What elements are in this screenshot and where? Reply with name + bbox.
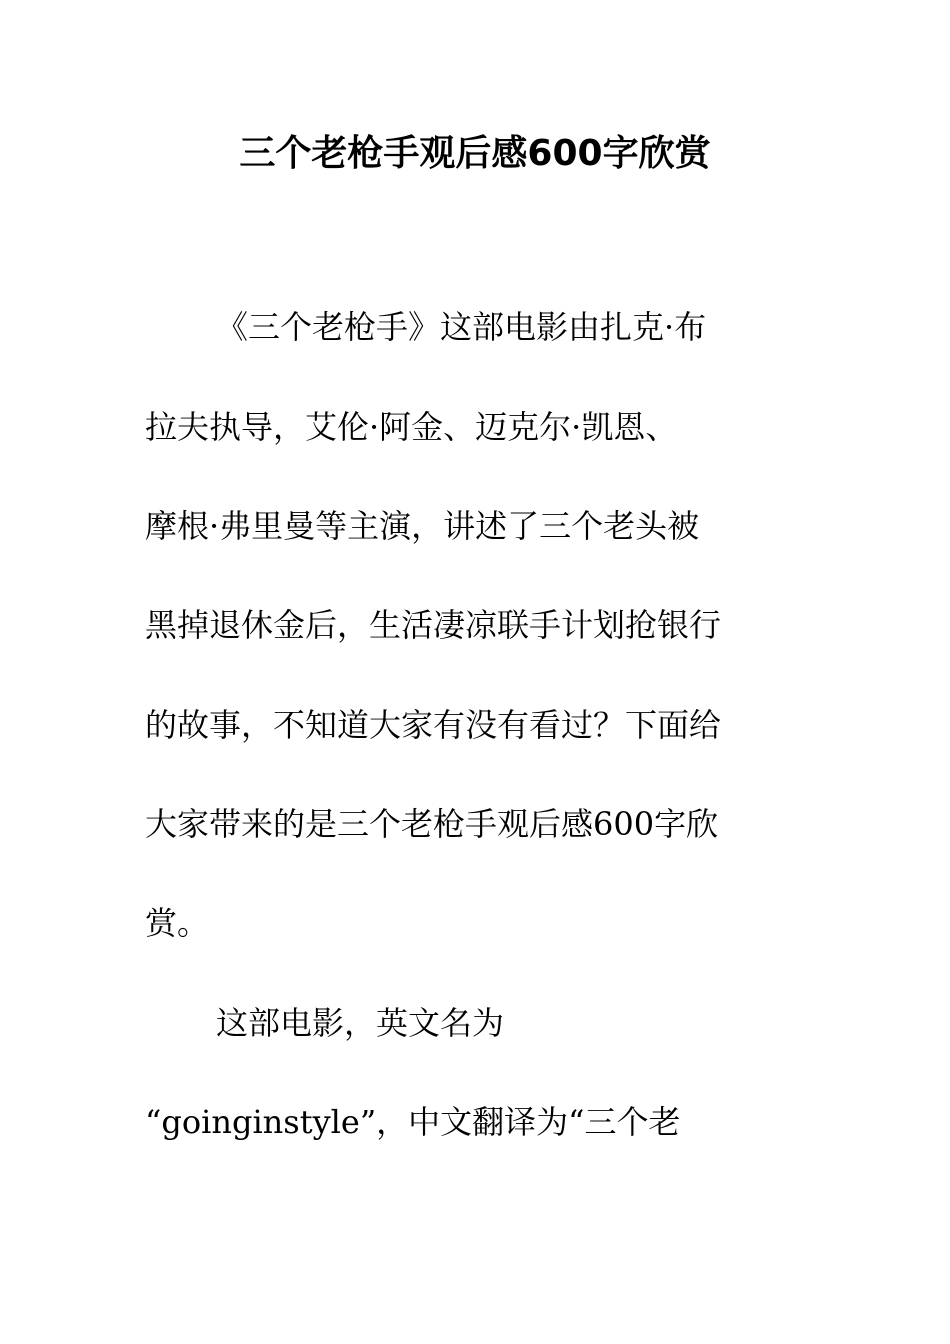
paragraph-2-line-1: 这部电影，英文名为 [216, 1004, 505, 1042]
paragraph-1-line-3: 摩根·弗里曼等主演，讲述了三个老头被 [145, 507, 700, 545]
paragraph-1-line-7: 赏。 [145, 904, 210, 942]
paragraph-1-line-2: 拉夫执导，艾伦·阿金、迈克尔·凯恩、 [145, 408, 678, 446]
paragraph-1-line-4: 黑掉退休金后，生活凄凉联手计划抢银行 [145, 606, 722, 644]
paragraph-1-line-1: 《三个老枪手》这部电影由扎克·布 [216, 308, 707, 346]
paragraph-1-line-5: 的故事，不知道大家有没有看过？下面给 [145, 706, 722, 744]
paragraph-2-line-2: “goinginstyle”，中文翻译为“三个老 [145, 1103, 681, 1141]
document-title: 三个老枪手观后感600字欣赏 [239, 133, 711, 174]
paragraph-1-line-6: 大家带来的是三个老枪手观后感600字欣 [145, 805, 719, 843]
